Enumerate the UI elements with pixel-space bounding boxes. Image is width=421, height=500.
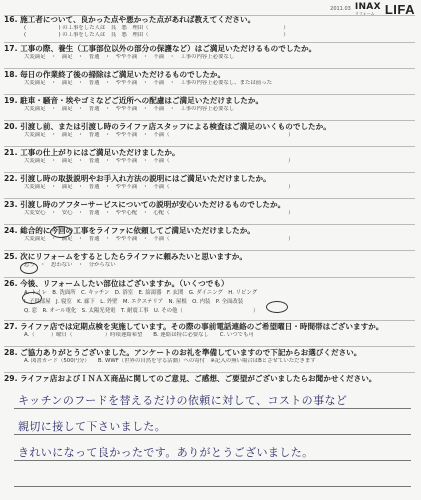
question-27 <box>4 322 415 339</box>
question-label: 25. 次にリフォームをするとしたらライファに頼みたいと思いますか。 <box>4 252 247 261</box>
divider <box>4 277 415 278</box>
inax-label: INAX <box>354 1 381 12</box>
answer-options: 大変満足 ・ 満足 ・ 普通 ・ やや不満 ・ 不満（ ） <box>24 236 294 242</box>
answer-line: ( ) の工事をした人は 良 悪 理由（ ） <box>24 32 289 38</box>
question-label: 23. 引渡し時のアフターサービスについての説明が安心いただけるものでしたか。 <box>4 200 286 209</box>
question-label: 28. ご協力ありがとうございました。アンケートのお礼を準備していますので下記からお選びください。 <box>4 348 362 357</box>
divider <box>4 68 415 69</box>
answer-options: 大変満足 ・ 満足 ・ 普通 ・ やや不満 ・ 不満 ・ 工事の内容上必要なし <box>24 106 235 112</box>
question-label: 17. 工事の際、養生（工事部位以外の部分の保護など）はご満足いただけるものでしたか。 <box>4 44 317 53</box>
question-25 <box>4 252 415 269</box>
handwritten-line-1: キッチンのフードを替えるだけの依頼に対して、コストの事など <box>18 394 348 407</box>
handwritten-line-3: きれいになって良かったです。ありがとうございました。 <box>18 446 314 459</box>
answer-options: A. 図書カード（500円分） B. WWF（世界の自然を守る活動）への寄付 ※記入の無い場合はBとさせていただきます <box>24 358 316 364</box>
question-label: 29. ライファ店およびＩＮＡＸ商品に関してのご意見、ご感想、ご要望がございましたらお聞かせください。 <box>4 374 377 383</box>
answer-options: 大変満足 ・ 満足 ・ 普通 ・ やや不満 ・ 不満（ ） <box>24 184 294 190</box>
question-28 <box>4 348 415 365</box>
header <box>330 2 415 16</box>
answer-line: ( ) の工事をした人は 良 悪 理由（ ） <box>24 25 289 31</box>
question-label: 18. 毎日の作業終了後の掃除はご満足いただけるものでしたか。 <box>4 70 226 79</box>
writing-rule <box>14 460 411 461</box>
answer-options: 大変満足 ・ 満足 ・ 普通 ・ やや不満 ・ 不満 ・ 工事の内容上必要なし、または前った <box>24 80 272 86</box>
answer-options: 大変満足 ・ 満足 ・ 普通 ・ やや不満 ・ 不満（ ） <box>24 132 294 138</box>
question-19 <box>4 96 415 113</box>
divider <box>4 172 415 173</box>
handwritten-line-2: 親切に接して下さいました。 <box>18 420 167 433</box>
answer-options: A. トイレ B. 洗面所 C. キッチン D. 浴室 E. 給湯器 F. 玄関 G. ダイニング H. リビング <box>24 290 258 296</box>
question-label: 24. 総合的に今回の工事をライファに依頼してご満足いただけましたか。 <box>4 226 255 235</box>
question-label: 20. 引渡し前、または引渡し時のライファ店スタッフによる検査はご満足のいくものでしたか。 <box>4 122 331 131</box>
brand-sub-label: リフォーム <box>354 10 375 16</box>
divider <box>4 42 415 43</box>
answer-options: Q. 窓 R. オール電化 S. 太陽光発電 T. 耐震工事 U. その他（ ） <box>24 308 259 314</box>
answer-options: 大変満足 ・ 満足 ・ 普通 ・ やや不満 ・ 不満 ・ 工事の内容上必要なし <box>24 54 235 60</box>
question-label: 26. 今後、リフォームしたい部位はございますか。（いくつでも） <box>4 279 229 288</box>
question-label: 21. 工事の仕上がりにはご満足いただけましたか。 <box>4 148 180 157</box>
divider <box>4 120 415 121</box>
comment-area <box>14 386 411 494</box>
question-18 <box>4 70 415 87</box>
circled-answer-mark <box>50 226 72 238</box>
writing-rule <box>14 434 411 435</box>
answer-options: A.（ ）曜日（ ）時頃連絡希望 B. 連絡は特に必要なし C. いつでも可 <box>24 332 254 338</box>
divider <box>4 146 415 147</box>
divider <box>4 250 415 251</box>
divider <box>4 372 415 373</box>
divider <box>4 94 415 95</box>
writing-rule <box>14 486 411 487</box>
lifa-logo: LIFA <box>384 1 415 17</box>
circled-answer-mark <box>22 292 42 304</box>
question-23 <box>4 200 415 217</box>
divider <box>4 346 415 347</box>
question-label: 22. 引渡し時の取扱説明やお手入れ方法の説明にはご満足いただけましたか。 <box>4 174 271 183</box>
question-26 <box>4 279 415 316</box>
question-20 <box>4 122 415 139</box>
answer-options: 思う ・ 思わない ・ 分からない <box>24 262 116 268</box>
divider <box>4 198 415 199</box>
question-label: 27. ライファ店では定期点検を実施しています。その際の事前電話連絡のご希望曜日・時間帯はございますか。 <box>4 322 384 331</box>
question-22 <box>4 174 415 191</box>
question-label: 19. 駐車・騒音・埃やゴミなどご近所への配慮はご満足いただけましたか。 <box>4 96 264 105</box>
answer-options: I. 子供部屋 J. 寝室 K. 廊下 L. 外壁 M. エクステリア N. 屋根 O. 内装 P. 全面改装 <box>24 299 244 305</box>
answer-options: 大変満足 ・ 満足 ・ 普通 ・ やや不満 ・ 不満（ ） <box>24 158 294 164</box>
question-17 <box>4 44 415 61</box>
question-16 <box>4 15 415 39</box>
question-label: 16. 施工者について、良かった点や悪かった点があれば教えてください。 <box>4 15 256 24</box>
answer-options: 大変安心 ・ 安心 ・ 普通 ・ やや心配 ・ 心配（ ） <box>24 210 294 216</box>
circled-answer-mark <box>266 301 288 313</box>
divider <box>4 224 415 225</box>
circled-answer-mark <box>20 262 38 274</box>
question-29 <box>4 374 415 384</box>
question-21 <box>4 148 415 165</box>
divider <box>4 320 415 321</box>
form-date: 2011.03 <box>330 6 351 12</box>
inax-brand <box>355 3 381 16</box>
writing-rule <box>14 408 411 409</box>
